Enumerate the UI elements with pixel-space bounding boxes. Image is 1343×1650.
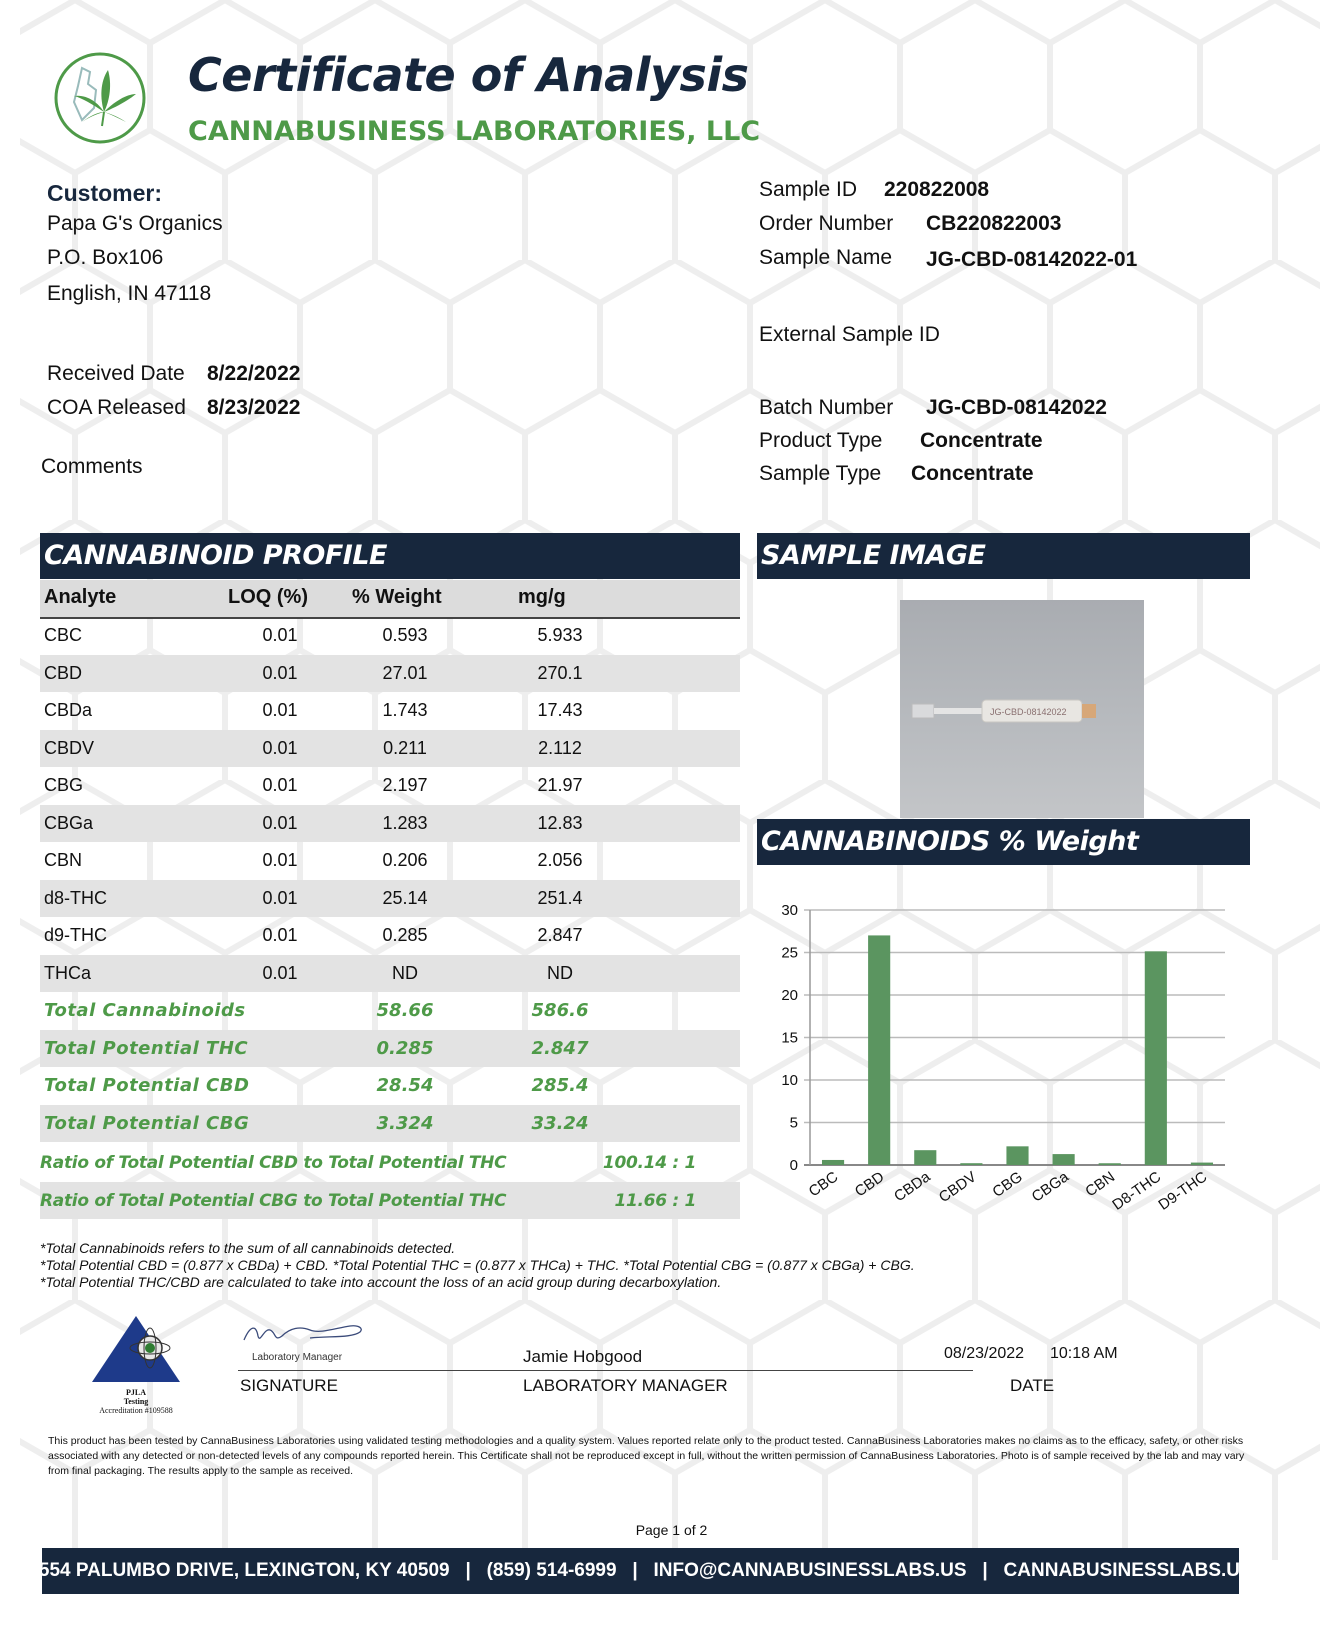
- product-type-value: Concentrate: [920, 429, 1043, 452]
- mgg-cell: 5.933: [537, 625, 583, 645]
- weight-cell: 25.14: [382, 887, 428, 908]
- pjla-sub: Testing: [123, 1397, 149, 1406]
- y-tick-label: 15: [781, 1029, 798, 1047]
- x-tick-label: CBG: [989, 1168, 1026, 1201]
- footnote: *Total Cannabinoids refers to the sum of all cannabinoids detected.: [40, 1240, 456, 1256]
- table-row: [40, 692, 740, 729]
- total-weight: 0.285: [376, 1037, 434, 1059]
- sample-name-value: JG-CBD-08142022-01: [926, 248, 1138, 271]
- comments-label: Comments: [41, 455, 143, 478]
- analyte-cell: CBD: [44, 662, 83, 683]
- footer-contact-text: 2554 PALUMBO DRIVE, LEXINGTON, KY 40509 | (859) 514-6999 | INFO@CANNABUSINESSLABS.US | CANNABUSINESSLABS.US: [28, 1560, 1253, 1581]
- syringe-icon: [900, 600, 1144, 818]
- loq-cell: 0.01: [262, 887, 298, 908]
- weight-cell: ND: [392, 962, 418, 983]
- x-tick-label: CBGa: [1028, 1168, 1072, 1206]
- footer-contact-bar: [28, 1548, 1253, 1594]
- col-loq: LOQ (%): [228, 586, 308, 608]
- signed-time: 10:18 AM: [1050, 1345, 1118, 1362]
- customer-name: Papa G's Organics: [47, 212, 223, 235]
- ratio-label: Ratio of Total Potential CBG to Total Potential THC: [40, 1190, 507, 1211]
- y-tick-label: 5: [789, 1114, 798, 1132]
- cannabinoid-weight-bar-chart: [760, 885, 1230, 1225]
- sample-id-value: 220822008: [884, 178, 990, 201]
- disclaimer-text: This product has been tested by CannaBusiness Laboratories using validated testing methodologies and a quality system. Values reported relate only to the product tested. CannaBusiness Laboratories makes no claims as to the efficacy, safety, or other risks associated with any detected or non-detected levels of any compounds reported herein. This Certificate shall not be reproduced except in full, without the written permission of CannaBusiness Laboratories. Photo is of sample received by the lab and may vary from final packaging. The results apply to the sample as received.: [48, 1435, 1245, 1477]
- external-sample-id-label: External Sample ID: [759, 323, 940, 346]
- page-number: Page 1 of 2: [635, 1522, 708, 1538]
- mgg-cell: ND: [547, 962, 573, 983]
- table-row: [40, 767, 740, 804]
- analyte-cell: THCa: [44, 962, 92, 983]
- sample-id-label: Sample ID: [759, 178, 858, 201]
- loq-cell: 0.01: [262, 737, 298, 758]
- bar-cbda: [914, 1150, 936, 1165]
- y-tick-label: 10: [781, 1072, 798, 1089]
- ratio-row: [40, 1182, 740, 1219]
- lab-manager-label: LABORATORY MANAGER: [523, 1376, 728, 1395]
- analyte-cell: CBC: [44, 625, 83, 645]
- loq-cell: 0.01: [262, 812, 298, 833]
- received-date-value: 8/22/2022: [207, 362, 301, 385]
- weight-cell: 0.206: [382, 850, 428, 870]
- mgg-cell: 2.847: [537, 925, 583, 945]
- weight-cell: 27.01: [382, 662, 428, 683]
- total-label: Total Potential CBG: [44, 1112, 250, 1134]
- company-name: CANNABUSINESS LABORATORIES, LLC: [188, 116, 761, 147]
- total-row: [40, 1030, 740, 1067]
- analyte-cell: CBN: [44, 850, 83, 870]
- table-row: [40, 805, 740, 842]
- mgg-cell: 251.4: [537, 887, 583, 908]
- order-number-label: Order Number: [759, 212, 894, 235]
- y-tick-label: 30: [781, 902, 798, 919]
- mgg-cell: 270.1: [537, 662, 583, 683]
- mgg-cell: 2.112: [538, 737, 582, 758]
- loq-cell: 0.01: [262, 700, 298, 720]
- total-mgg: 285.4: [531, 1075, 589, 1096]
- bar-cbn: [1099, 1163, 1121, 1165]
- analyte-cell: CBDV: [44, 737, 95, 758]
- x-tick-label: D9-THC: [1155, 1168, 1211, 1214]
- analyte-cell: d8-THC: [44, 887, 108, 908]
- signed-date: 08/23/2022: [944, 1345, 1025, 1362]
- table-row: [40, 617, 740, 654]
- batch-number-label: Batch Number: [759, 396, 894, 419]
- footnotes: [40, 1240, 915, 1291]
- total-weight: 3.324: [376, 1112, 434, 1134]
- y-tick-label: 25: [781, 944, 798, 962]
- y-tick-label: 20: [781, 987, 798, 1004]
- weight-cell: 1.743: [382, 700, 428, 720]
- x-tick-label: CBDa: [891, 1168, 934, 1206]
- product-type-label: Product Type: [759, 429, 883, 452]
- total-row: [40, 1067, 740, 1104]
- mgg-cell: 12.83: [537, 812, 583, 833]
- mgg-cell: 21.97: [537, 775, 583, 795]
- weight-cell: 0.285: [382, 925, 428, 945]
- total-mgg: 586.6: [531, 1000, 589, 1021]
- customer-heading: Customer:: [47, 180, 163, 206]
- loq-cell: 0.01: [262, 662, 298, 683]
- customer-address-line2: English, IN 47118: [47, 282, 212, 305]
- syringe-label-text: JG-CBD-08142022: [990, 707, 1067, 717]
- coa-released-label: COA Released: [47, 396, 186, 419]
- table-row: [40, 730, 740, 767]
- col-weight: % Weight: [352, 586, 442, 608]
- weight-cell: 1.283: [382, 812, 428, 833]
- sample-image-title: SAMPLE IMAGE: [757, 533, 1250, 579]
- bar-cbc: [822, 1160, 844, 1165]
- x-tick-label: D8-THC: [1109, 1168, 1165, 1214]
- loq-cell: 0.01: [262, 962, 298, 983]
- table-row: [40, 655, 740, 692]
- bar-cbg: [1006, 1146, 1028, 1165]
- total-label: Total Potential CBD: [44, 1075, 250, 1096]
- total-label: Total Potential THC: [44, 1037, 249, 1059]
- signature-caption: Laboratory Manager: [252, 1352, 343, 1363]
- ratio-value: 100.14 : 1: [602, 1153, 696, 1173]
- table-row: [40, 842, 740, 879]
- total-weight: 58.66: [376, 1000, 434, 1021]
- signature-line: [238, 1370, 973, 1371]
- footnote: *Total Potential THC/CBD are calculated to take into account the loss of an acid group during decarboxylation.: [40, 1274, 722, 1290]
- total-row: [40, 992, 740, 1029]
- batch-number-value: JG-CBD-08142022: [926, 396, 1107, 419]
- bar-cbdv: [960, 1163, 982, 1165]
- x-tick-label: CBN: [1082, 1168, 1119, 1201]
- sample-type-label: Sample Type: [759, 462, 882, 485]
- y-tick-label: 0: [789, 1157, 798, 1174]
- ratio-value: 11.66 : 1: [614, 1190, 696, 1211]
- cannabis-leaf-logo-icon: [52, 50, 148, 146]
- bar-d9-thc: [1191, 1163, 1213, 1165]
- x-tick-label: CBC: [805, 1168, 842, 1201]
- loq-cell: 0.01: [262, 625, 298, 645]
- ratio-row: [40, 1144, 740, 1181]
- x-tick-label: CBDV: [935, 1168, 980, 1207]
- total-mgg: 33.24: [531, 1112, 589, 1134]
- signature-label: SIGNATURE: [240, 1376, 338, 1395]
- table-row: [40, 917, 740, 954]
- table-row: [40, 955, 740, 992]
- customer-address-line1: P.O. Box106: [47, 246, 164, 269]
- analyte-cell: d9-THC: [44, 925, 108, 945]
- sample-name-label: Sample Name: [759, 246, 893, 269]
- total-label: Total Cannabinoids: [44, 1000, 246, 1021]
- loq-cell: 0.01: [262, 850, 298, 870]
- footnote: *Total Potential CBD = (0.877 x CBDa) + CBD. *Total Potential THC = (0.877 x THCa) + THC. *Total Potential CBG = (0.877 x CBGa) + CBG.: [40, 1257, 915, 1273]
- cannabinoid-profile-title: CANNABINOID PROFILE: [40, 533, 740, 579]
- chart-title: CANNABINOIDS % Weight: [757, 819, 1250, 865]
- coa-released-value: 8/23/2022: [207, 396, 301, 419]
- mgg-cell: 2.056: [537, 850, 583, 870]
- received-date-label: Received Date: [47, 362, 185, 385]
- weight-cell: 2.197: [382, 775, 428, 795]
- weight-cell: 0.593: [382, 625, 428, 645]
- handwritten-signature: [240, 1318, 370, 1348]
- col-analyte: Analyte: [44, 586, 117, 608]
- sample-photo: [900, 600, 1144, 818]
- loq-cell: 0.01: [262, 925, 298, 945]
- sample-type-value: Concentrate: [911, 462, 1034, 485]
- col-mgg: mg/g: [518, 586, 566, 608]
- order-number-value: CB220822003: [926, 212, 1062, 235]
- pjla-name: PJLA: [126, 1388, 146, 1397]
- bar-d8-thc: [1145, 951, 1167, 1165]
- analyte-cell: CBG: [44, 775, 84, 795]
- pjla-accreditation-number: Accreditation #109588: [99, 1406, 173, 1415]
- loq-cell: 0.01: [262, 775, 298, 795]
- table-header: [40, 580, 740, 619]
- ratio-label: Ratio of Total Potential CBD to Total Potential THC: [40, 1153, 507, 1173]
- bar-cbd: [868, 935, 890, 1165]
- weight-cell: 0.211: [383, 737, 427, 758]
- date-label: DATE: [1010, 1376, 1055, 1395]
- total-row: [40, 1105, 740, 1142]
- x-tick-label: CBD: [851, 1168, 888, 1201]
- total-mgg: 2.847: [531, 1037, 589, 1059]
- analyte-cell: CBGa: [44, 812, 94, 833]
- analyte-cell: CBDa: [44, 700, 93, 720]
- total-weight: 28.54: [376, 1075, 434, 1096]
- bar-cbga: [1053, 1154, 1075, 1165]
- mgg-cell: 17.43: [537, 700, 583, 720]
- signer-name: Jamie Hobgood: [523, 1347, 643, 1366]
- table-row: [40, 880, 740, 917]
- document-title: Certificate of Analysis: [188, 48, 749, 102]
